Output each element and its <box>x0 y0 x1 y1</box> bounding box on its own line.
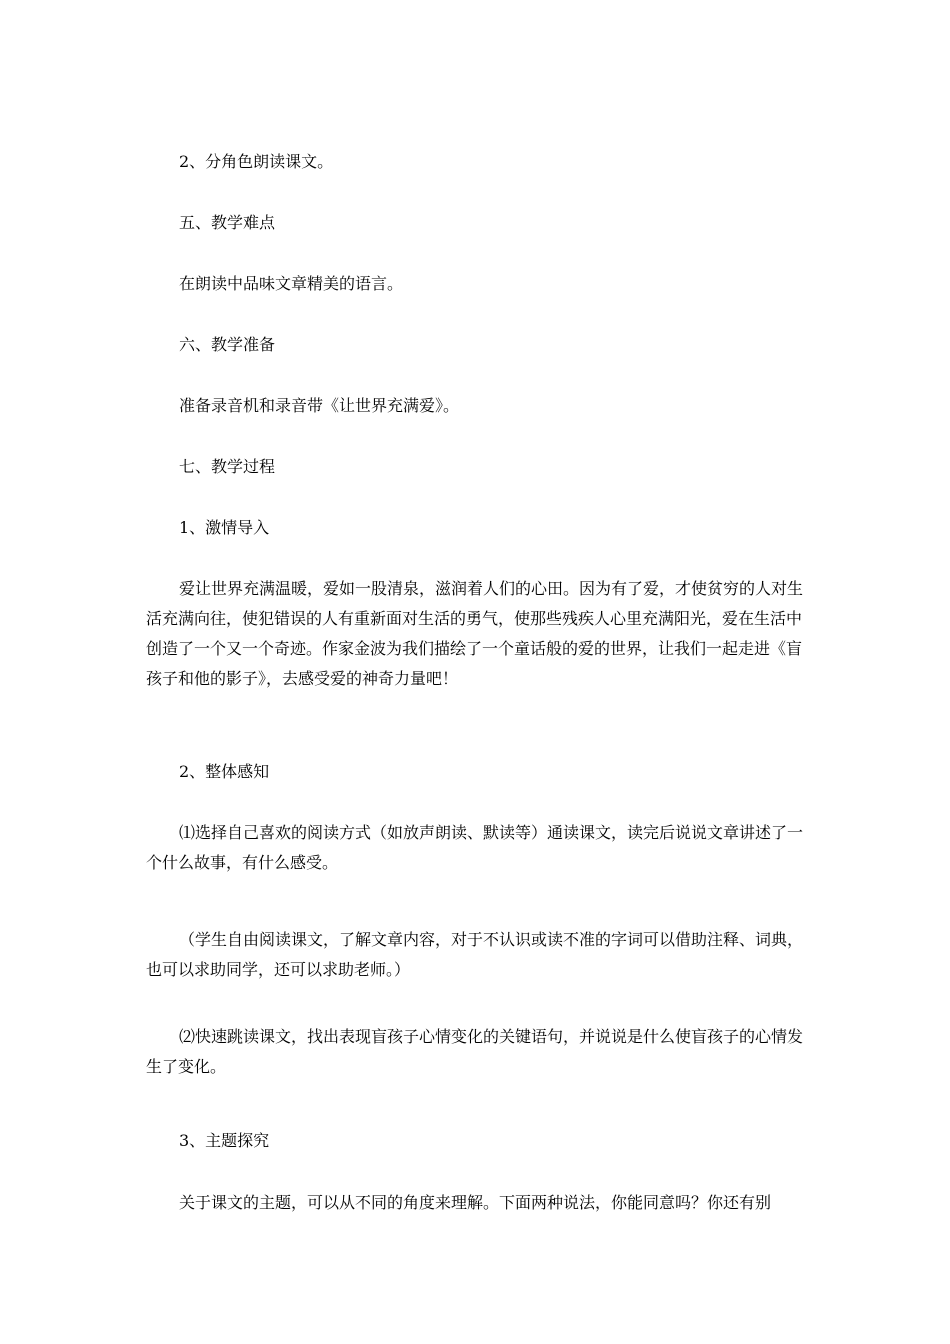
paragraph-preparation: 准备录音机和录音带《让世界充满爱》。 <box>179 396 460 415</box>
paragraph-student-note: （学生自由阅读课文，了解文章内容，对于不认识或读不准的字词可以借助注释、词典，也可以求助同学，还可以求助老师。） <box>146 930 804 979</box>
list-item-read-aloud: 2、分角色朗读课文。 <box>179 152 334 171</box>
paragraph-introduction: 爱让世界充满温暖，爱如一股清泉，滋润着人们的心田。因为有了爱，才使贫穷的人对生活充满向往，使犯错误的人有重新面对生活的勇气，使那些残疾人心里充满阳光，爱在生活中创造了一个又一个奇迹。作家金波为我们描绘了一个童话般的爱的世界，让我们一起走进《盲孩子和他的影子》，去感受爱的神奇力量吧！ <box>146 579 804 688</box>
paragraph-reading-task-2: ⑵快速跳读课文，找出表现盲孩子心情变化的关键语句，并说说是什么使盲孩子的心情发生了变化。 <box>146 1027 804 1076</box>
section-heading-difficulty: 五、教学难点 <box>179 213 276 232</box>
paragraph-difficulty: 在朗读中品味文章精美的语言。 <box>179 274 404 293</box>
section-heading-process: 七、教学过程 <box>179 457 276 476</box>
paragraph-reading-task-1: ⑴选择自己喜欢的阅读方式（如放声朗读、默读等）通读课文，读完后说说文章讲述了一个什么故事，有什么感受。 <box>146 823 804 872</box>
subheading-overall-perception: 2、整体感知 <box>179 762 270 781</box>
section-heading-preparation: 六、教学准备 <box>179 335 276 354</box>
subheading-theme-exploration: 3、主题探究 <box>179 1131 270 1150</box>
subheading-introduction: 1、激情导入 <box>179 518 270 537</box>
paragraph-theme: 关于课文的主题，可以从不同的角度来理解。下面两种说法，你能同意吗？你还有别 <box>179 1193 772 1212</box>
